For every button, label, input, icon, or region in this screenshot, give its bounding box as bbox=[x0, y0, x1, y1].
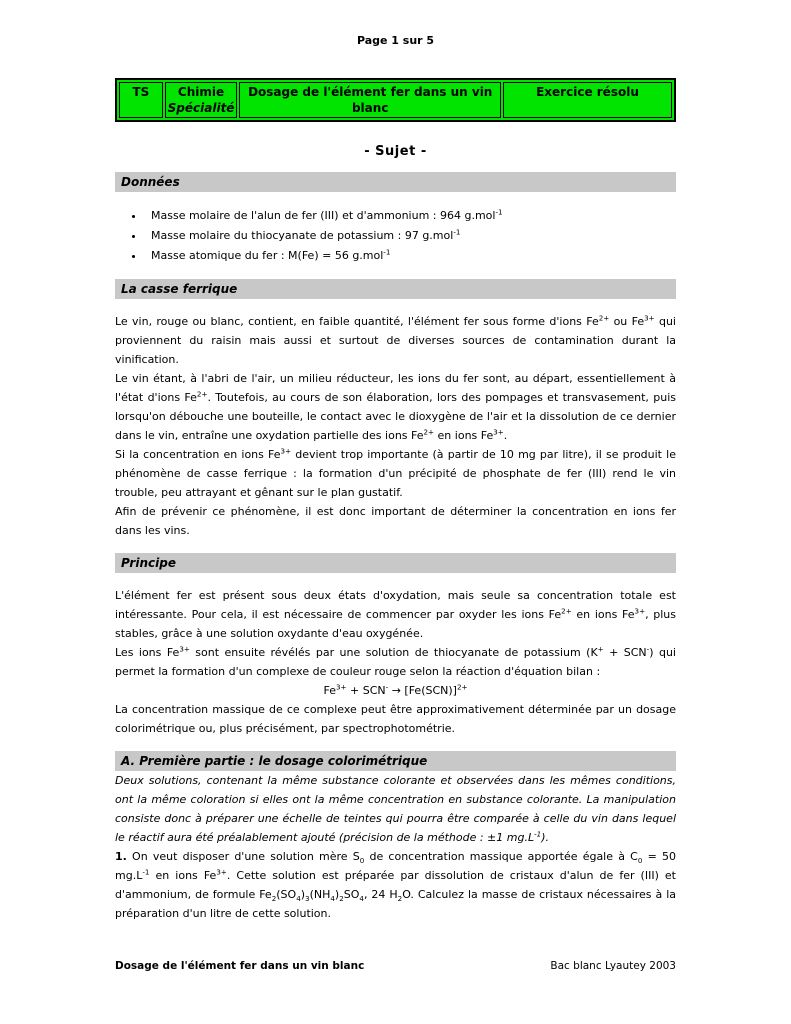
document-content bbox=[115, 78, 676, 923]
section-heading-donnees: Données bbox=[115, 172, 676, 192]
paragraph: Le vin, rouge ou blanc, contient, en faible quantité, l'élément fer sous forme d'ions $Fe^{2+}$ ou $Fe^{3+}$ qui proviennent du raisin mais aussi et surtout de diverses sources de contamination durant la vinification. bbox=[115, 313, 676, 366]
data-item: • Masse atomique du fer : M(Fe) = 56 g.mol$^{-1}$ bbox=[145, 246, 676, 266]
paragraph: Les ions $Fe^{3+}$ sont ensuite révélés par une solution de thiocyanate de potassium (K+ + SCN-) qui permet la formation d'un complexe de couleur rouge selon la réaction d'équation bilan : bbox=[115, 644, 676, 678]
paragraph: Si la concentration en ions $Fe^{3+}$ devient trop importante (à partir de 10 mg par litre), il se produit le phénomène de casse ferrique : la formation d'un précipité de phosphate de fer (III) rend le vin trouble, peu attrayant et gênant sur le plan gustatif. bbox=[115, 446, 676, 499]
paragraph: Le vin étant, à l'abri de l'air, un milieu réducteur, les ions du fer sont, au départ, essentiellement à l'état d'ions $Fe^{2+}$. Toutefois, au cours de son élaboration, lors des pompages et transvasement, puis lorsqu'on débouche une bouteille, le contact avec le dioxygène de l'air et la dissolution de ce dernier dans le vin, entraîne une oxydation partielle des ions $Fe^{2+}$ en ions $Fe^{3+}$. bbox=[115, 372, 676, 442]
footer-title: Dosage de l'élément fer dans un vin blanc bbox=[115, 960, 365, 972]
subject-line1: Chimie bbox=[177, 85, 225, 99]
page-number: Page 1 sur 5 bbox=[356, 34, 435, 47]
data-item: • Masse molaire du thiocyanate de potassium : 97 g.mol$^{-1}$ bbox=[145, 226, 676, 246]
intro-paragraph: Deux solutions, contenant la même substance colorante et observées dans les mêmes conditions, ont la même coloration si elles ont la même concentration en substance colorante. La manipulation consiste donc à préparer une échelle de teintes qui pourra être comparée à celle du vin dans lequel le réactif aura été préalablement ajouté (précision de la méthode : ±1 $mg.L^{-1}$). bbox=[115, 774, 676, 844]
header-table bbox=[115, 78, 676, 122]
footer-credit: Bac blanc Lyautey 2003 bbox=[550, 960, 676, 972]
level-cell: TS bbox=[119, 82, 163, 118]
section-heading-casse-ferrique: La casse ferrique bbox=[115, 279, 676, 299]
title-cell: Dosage de l'élément fer dans un vin blanc bbox=[239, 82, 501, 118]
section-heading-part-a: A. Première partie : le dosage colorimétrique bbox=[115, 751, 676, 771]
section-heading-principe: Principe bbox=[115, 553, 676, 573]
question-1: 1. On veut disposer d'une solution mère $S_0$ de concentration massique apportée égale à $C_0 = 50$ $mg.L^{-1}$ en ions $Fe^{3+}$. Cette solution est préparée par dissolution de cristaux d'alun de fer (III) et d'ammonium, de formule $Fe_2(SO_4)_3(NH_4)_2SO_4$, 24 $H_2O$. Calculez la masse de cristaux nécessaires à la préparation d'un litre de cette solution. bbox=[115, 850, 676, 920]
subject-cell bbox=[165, 82, 238, 118]
casse-ferrique-text bbox=[115, 312, 676, 540]
part-a-text bbox=[115, 771, 676, 923]
data-list bbox=[115, 206, 676, 266]
chemical-equation: $Fe^{3+} + SCN^- \to [Fe(SCN)]^{2+}$ bbox=[323, 682, 468, 697]
paragraph: Afin de prévenir ce phénomène, il est donc important de déterminer la concentration en ions fer dans les vins. bbox=[115, 505, 676, 537]
page-footer bbox=[115, 960, 676, 972]
exercise-type-cell: Exercice résolu bbox=[503, 82, 672, 118]
principe-text bbox=[115, 586, 676, 738]
paragraph: La concentration massique de ce complexe peut être approximativement déterminée par un dosage colorimétrique ou, plus précisément, par spectrophotométrie. bbox=[115, 703, 676, 735]
subject-line2: Spécialité bbox=[167, 101, 235, 115]
subject-heading: - Sujet - bbox=[364, 144, 427, 159]
data-item: • Masse molaire de l'alun de fer (III) et d'ammonium : 964 g.mol$^{-1}$ bbox=[145, 206, 676, 226]
paragraph: L'élément fer est présent sous deux états d'oxydation, mais seule sa concentration totale est intéressante. Pour cela, il est nécessaire de commencer par oxyder les ions $Fe^{2+}$ en ions $Fe^{3+}$, plus stables, grâce à une solution oxydante d'eau oxygénée. bbox=[115, 589, 676, 640]
